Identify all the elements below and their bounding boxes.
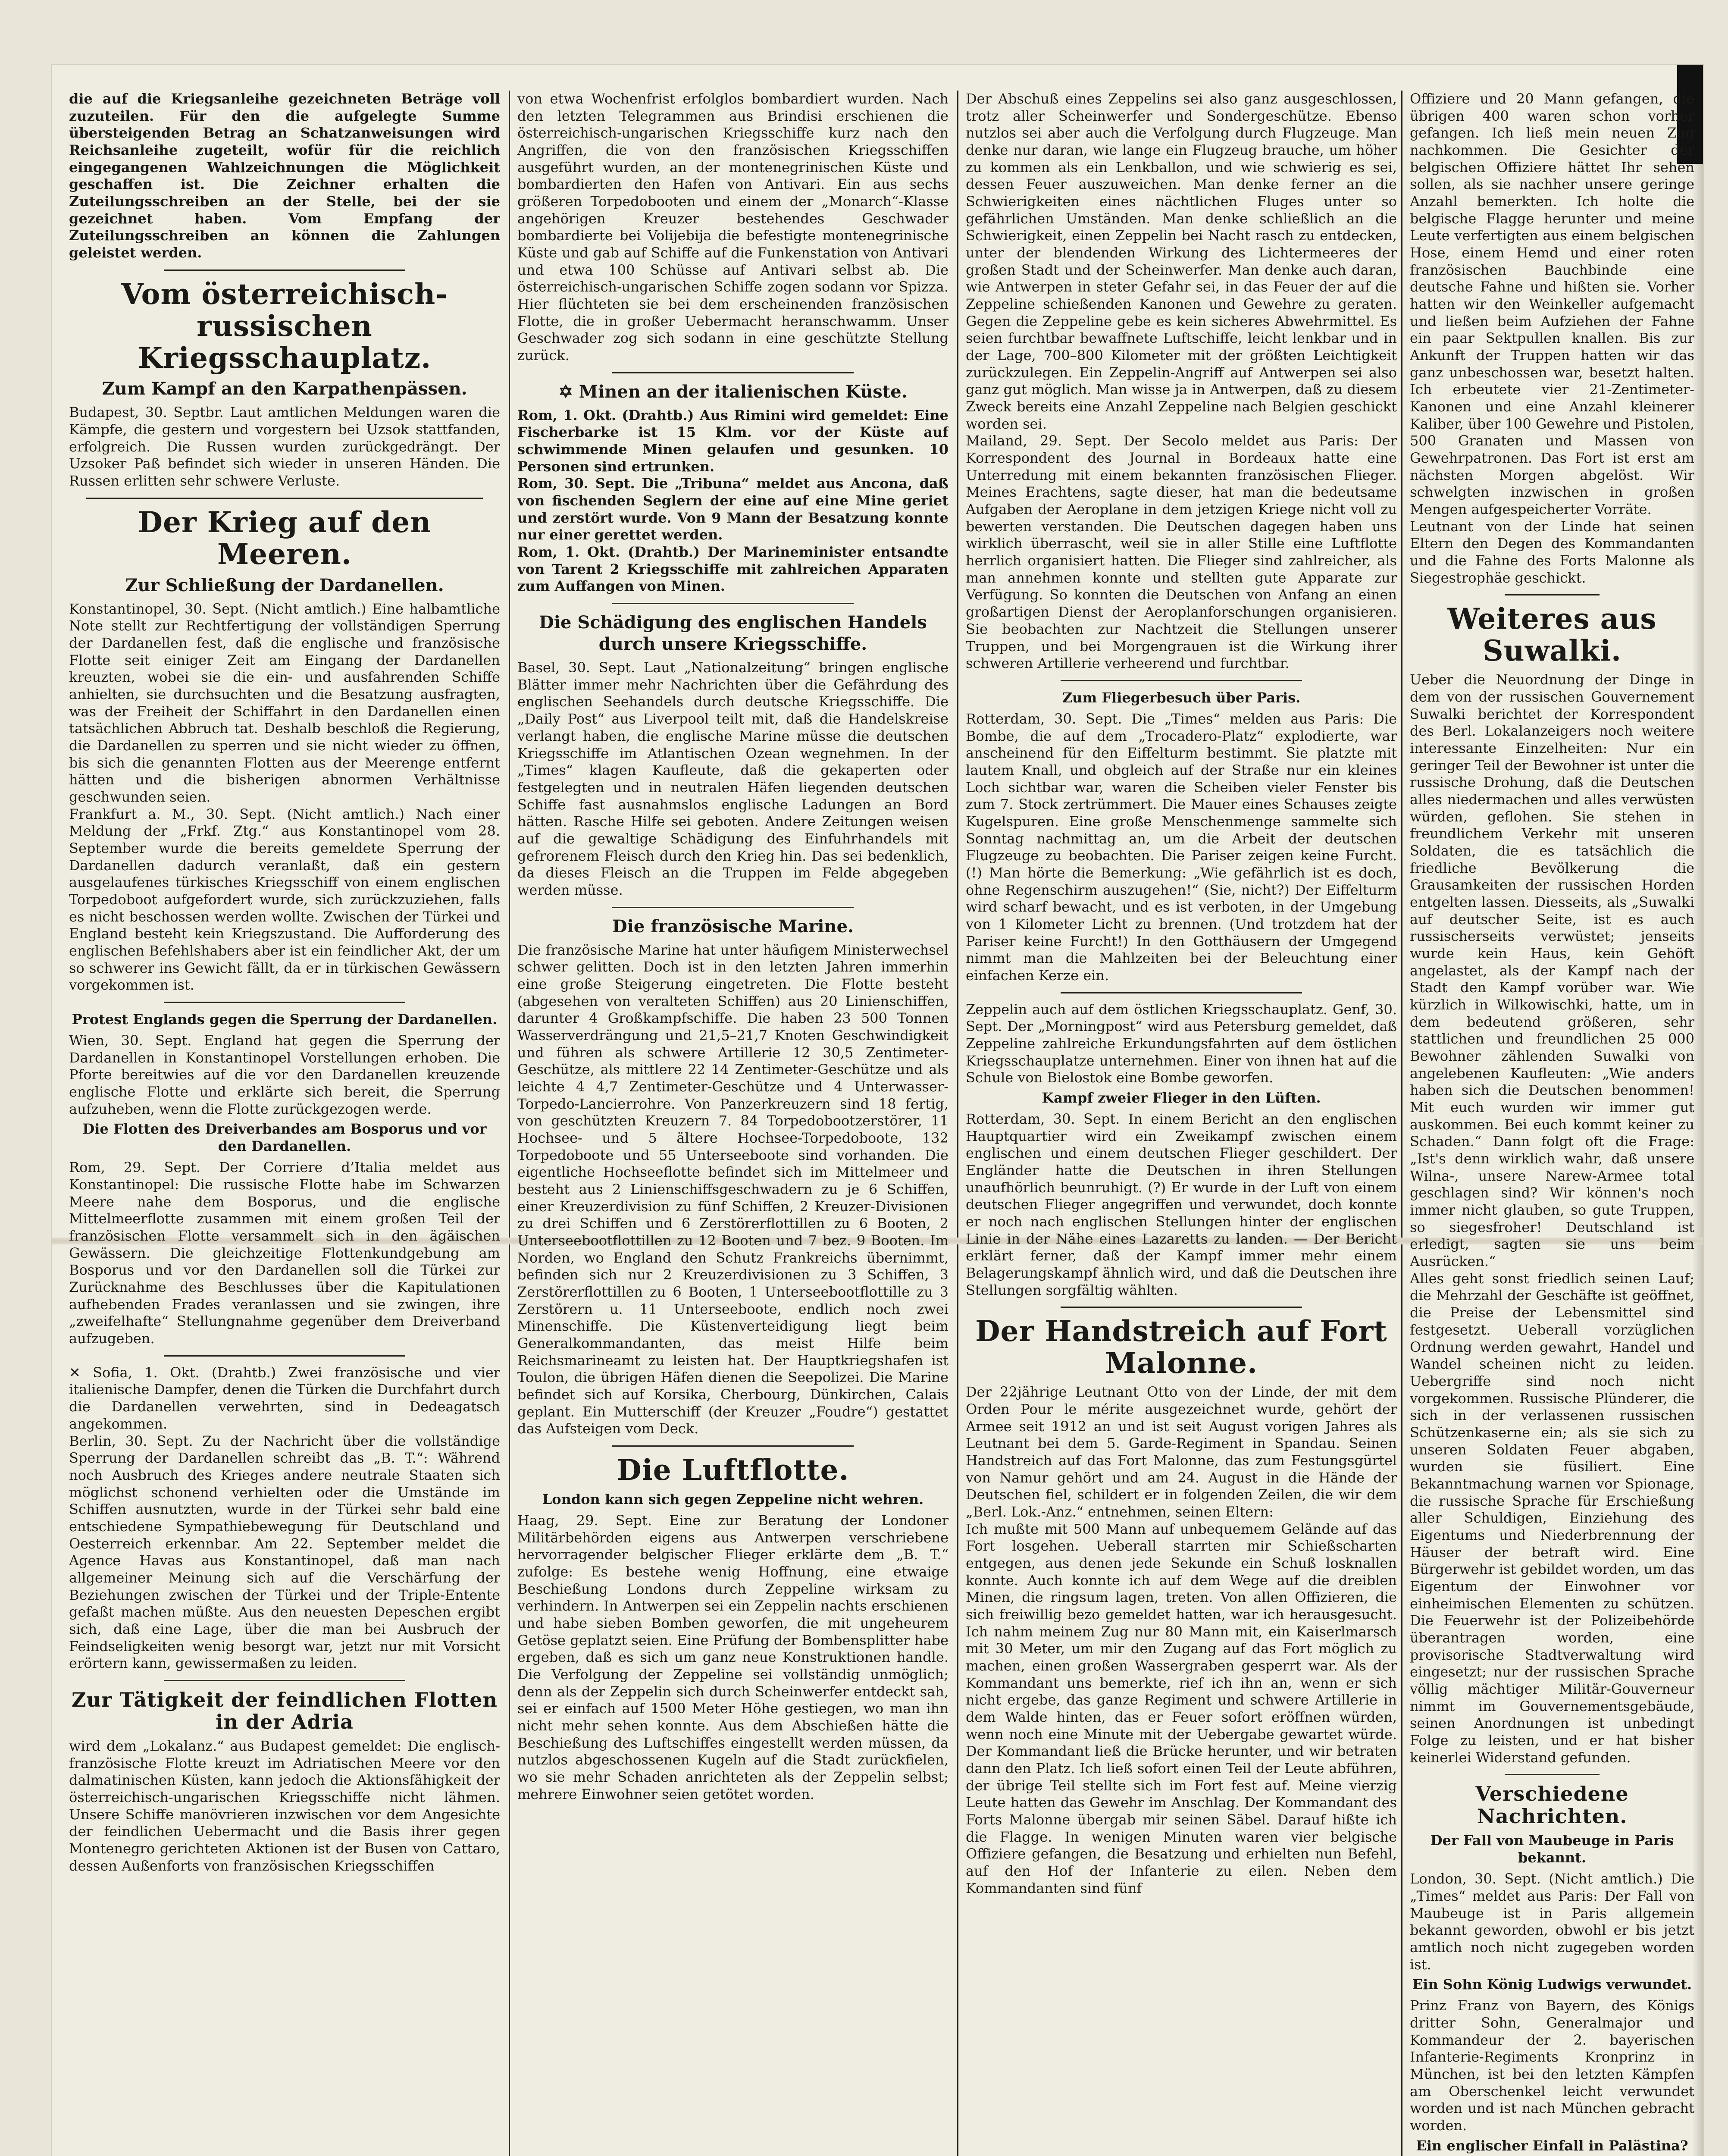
- article-paragraph: Der Abschuß eines Zeppelins sei also ganz ausgeschlossen, trotz aller Scheinwerfer und Sondergeschütze. Ebenso nutzlos sei aber auch die Verfolgung durch Flugzeuge. Man denke nur daran, wie lange ein Flugzeug brauche, um höher zu kommen als ein Lenkballon, und wie schwierig es sei, dessen Feuer auszuweichen. Man denke ferner an die Schwierigkeiten eines nächtlichen Fluges unter so gefährlichen Umständen. Man denke schließlich an die Schwierigkeit, einen Zeppelin bei Nacht rasch zu entdecken, unter der blendenden Wirkung des Lichtermeeres der großen Stadt und der Scheinwerfer. Man denke auch daran, wie Antwerpen in steter Gefahr sei, in das Feuer der auf die Zeppeline schießenden Kanonen und Gewehre zu geraten. Gegen die Zeppeline gebe es kein sicheres Abwehrmittel. Es seien furchtbar bewaffnete Luftschiffe, leicht lenkbar und in der Lage, 700–800 Kilometer mit der größten Leichtigkeit zurückzulegen. Ein Zeppelin-Angriff auf Antwerpen sei also ganz gut möglich. Man wisse ja in Antwerpen, daß zu diesem Zweck bereits eine Anzahl Zeppeline nach Belgien geschickt worden sei.: [966, 91, 1397, 432]
- article-paragraph: Die französische Marine hat unter häufigem Ministerwechsel schwer gelitten. Doch ist in den letzten Jahren immerhin eine große Steigerung eingetreten. Die Flotte besteht (abgesehen von veralteten Schiffen) aus 20 Linienschiffen, darunter 4 Großkampfschiffe. Die haben 23 500 Tonnen Wasserverdrängung und 21,5–21,7 Knoten Geschwindigkeit und führen als schwere Artillerie 12 30,5 Zentimeter-Geschütze, als mittlere 22 14 Zentimeter-Geschütze und als leichte 4 4,7 Zentimeter-Geschütze und 4 Unterwasser-Torpedo-Lancierrohre. Von Panzerkreuzern sind 18 fertig, von geschützten Kreuzern 7. 84 Torpedobootzerstörer, 11 Hochsee- und 5 ältere Hochsee-Torpedoboote, 132 Torpedoboote und 55 Unterseeboote sind vorhanden. Die eigentliche Hochseeflotte befindet sich im Mittelmeer und besteht aus 2 Linienschiffsgeschwadern zu je 6 Schiffen, einer Kreuzerdivision zu fünf Schiffen, 2 Kreuzer-Divisionen zu drei Schiffen und 6 Zerstörerflottillen zu 6 Booten, 2 Unterseebootflottillen zu 12 Booten und 7 bez. 9 Booten. Im Norden, wo England den Schutz Frankreichs übernimmt, befinden sich nur 2 Kreuzerdivisionen zu 3 Schiffen, 3 Zerstörerflottillen zu 6 Booten, 1 Unterseebootflottille zu 3 Zerstörern u. 11 Unterseeboote, endlich noch zwei Minenschiffe. Die Küstenverteidigung liegt beim Generalkommandanten, das meist Hilfe beim Reichsmarineamt zu leisten hat. Der Hauptkriegshafen ist Toulon, die übrigen Häfen dienen die Seepolizei. Die Marine befindet sich auf Korsika, Cherbourg, Dünkirchen, Calais geplant. Ein Mutterschiff (der Kreuzer „Foudre“) gestattet das Aufsteigen vom Deck.: [517, 941, 949, 1437]
- separator: [612, 372, 854, 373]
- subheadline: Ein englischer Einfall in Palästina?: [1416, 2137, 1688, 2154]
- column-rule: [509, 91, 510, 2156]
- article-paragraph: Ich mußte mit 500 Mann auf unbequemem Gelände auf das Fort losgehen. Ueberall starrten mir Schießscharten entgegen, aus denen jede Sekunde ein Schuß losknallen konnte. Auch konnte ich auf dem Wege auf die dreiblen Minen, die ringsum lagen, treten. Von allen Offizieren, die sich freiwillig bezo gemeldet hatten, war ich herausgesucht. Ich nahm meinem Zug nur 80 Mann mit, ein Kaiserlmarsch mit 30 Meter, um mir den Zugang auf das Fort möglich zu machen, einen großen Wassergraben gesperrt war. Als der Kommandant uns bemerkte, rief ich ihn an, wenn er sich nicht ergebe, das ganze Regiment und schwere Artillerie in dem Walde hinten, das er Feuer sofort eröffnen würden, wenn noch eine Minute mit der Uebergabe gewartet würde. Der Kommandant ließ die Brücke herunter, und wir betraten dann den Platz. Ich ließ sofort einen Teil der Leute abführen, der übrige Teil stellte sich im Fort fest auf. Meine vierzig Leute hatten das Gewehr im Anschlag. Der Kommandant des Forts Malonne übergab mir seinen Säbel. Darauf hißte ich die Flagge. In wenigen Minuten waren vier belgische Offiziere gefangen, die Besatzung und erhielten nun Befehl, auf den Hof der Infanterie zu eilen. Neben dem Kommandanten sind fünf: [966, 1520, 1397, 1896]
- article-paragraph: Alles geht sonst friedlich seinen Lauf; die Mehrzahl der Geschäfte ist geöffnet, die Preise der Lebensmittel sind festgesetzt. Ueberall vorzüglichen Ordnung werden gewahrt, Handel und Wandel scheinen nicht zu leiden. Uebergriffe sind noch nicht vorgekommen. Russische Plünderer, die sich in der verlassenen russischen Schützenkaserne ein; als sie sich zu unseren Soldaten Feuer abgaben, wurden sie füsiliert. Eine Bekanntmachung warnen vor Spionage, die russische Sprache für Erschießung aller Schuldigen, Einziehung des Eigentums und Niederbrennung der Häuser der betraft wird. Eine Bürgerwehr ist gebildet worden, um das Eigentum der Einwohner vor einheimischen Elementen zu schützen. Die Feuerwehr ist der Polizeibehörde überantragen worden, eine provisorische Stadtverwaltung wird eingesetzt; nur der russischen Sprache völlig mächtiger Militär-Gouverneur nimmt im Gouvernementsgebäude, seinen Anordnungen ist unbedingt Folge zu leisten, und er hat bisher keinerlei Widerstand gefunden.: [1410, 1270, 1694, 1766]
- article-paragraph: Mailand, 29. Sept. Der Secolo meldet aus Paris: Der Korrespondent des Journal in Bordeaux hatte eine Unterredung mit einem bekannten französischen Flieger. Meines Erachtens, sagte dieser, hat man die bedeutsame Aufgaben der Aeroplane in dem jetzigen Kriege nicht voll zu bewerten verstanden. Die Deutschen dagegen haben uns wirklich überrascht, weil sie in aller Stille eine Luftflotte herrlich organisiert hatten. Die Flieger sind zahlreicher, als man annehmen konnte und stellten gute Apparate zur Verfügung. So konnten die Deutschen von Anfang an einen großartigen Dienst der Aeroplanforschungen organisieren. Sie beobachten zur Nachtzeit die Stellungen unserer Truppen, und bei Morgengrauen ist die Wirkung ihrer schweren Artillerie verheerend und furchtbar.: [966, 432, 1397, 672]
- separator: [612, 1445, 854, 1447]
- article-paragraph: London, 30. Sept. (Nicht amtlich.) Die „Times“ meldet aus Paris: Der Fall von Maubeuge ist in Paris allgemein bekannt geworden, obwohl er bis jetzt amtlich noch nicht zugegeben worden ist.: [1410, 1871, 1694, 1973]
- article-paragraph: Budapest, 30. Septbr. Laut amtlichen Meldungen waren die Kämpfe, die gestern und vorgestern bei Uzsok stattfanden, erfolgreich. Die Russen wurden zurückgedrängt. Der Uzsoker Paß befindet sich wieder in unseren Händen. Die Russen erlitten sehr schwere Verluste.: [69, 404, 500, 489]
- article-paragraph: Wien, 30. Sept. England hat gegen die Sperrung der Dardanellen in Konstantinopel Vorstellungen erhoben. Die Pforte bereitwies auf die vor den Dardanellen kreuzende englische Flotte und erklärte sich bereit, die Sperrung aufzuheben, wenn die Flotte zurückgezogen werde.: [69, 1032, 500, 1117]
- subheadline: Zum Kampf an den Karpathenpässen.: [102, 379, 467, 399]
- article-paragraph: Haag, 29. Sept. Eine zur Beratung der Londoner Militärbehörden eigens aus Antwerpen verschriebene hervorragender belgischer Flieger erklärte dem „B. T.“ zufolge: Es bestehe wenig Hoffnung, eine etwaige Beschießung Londons durch Zeppeline wirksam zu verhindern. In Antwerpen sei ein Zeppelin nachts erschienen und habe sieben Bomben geworfen, die mit ungeheurem Getöse geplatzt seien. Eine Prüfung der Bombensplitter habe ergeben, daß es sich um ganz neue Konstruktionen handle. Die Verfolgung der Zeppeline sei vollständig unmöglich; denn als der Zeppelin sich durch Scheinwerfer entdeckt sah, sei er einfach auf 1500 Meter Höhe gestiegen, wo man ihn nicht mehr sehen konnte. Aus dem Abschießen hätte die Beschießung des Luftschiffes eingestellt werden müssen, da nutzlos abgeschossenen Kugeln auf die Stadt zurückfielen, wo sie mehr Schaden anrichteten als der Zeppelin selbst; mehrere Einwohner seien getötet worden.: [517, 1512, 949, 1802]
- headline: Kampf zweier Flieger in den Lüften.: [1042, 1089, 1321, 1106]
- subheadline: London kann sich gegen Zeppeline nicht wehren.: [542, 1491, 924, 1507]
- separator: [612, 603, 854, 604]
- article-paragraph: Basel, 30. Sept. Laut „Nationalzeitung“ bringen englische Blätter immer mehr Nachrichten über die Gefährdung des englischen Seehandels durch deutsche Kriegsschiffe. Die „Daily Post“ aus Liverpool teilt mit, daß die Handelskreise verlangt haben, die englische Marine müsse die deutschen Kriegsschiffe im Atlantischen Ozean wegnehmen. In der „Times“ klagen Kaufleute, daß die gekaperten oder festgelegten und in neutralen Häfen liegenden deutschen Schiffe fast ausnahmslos englische Ladungen an Bord hätten. Rasche Hilfe sei geboten. Andere Zeitungen weisen auf die gewaltige Schädigung des Einfuhrhandels mit gefrorenem Fleisch durch den Krieg hin. Das sei bedenklich, da dieses Fleisch an die Truppen im Felde abgegeben werden müsse.: [517, 659, 949, 898]
- article-paragraph: Rotterdam, 30. Sept. In einem Bericht an den englischen Hauptquartier wird ein Zweikampf zwischen einem englischen und einem deutschen Flieger geschildert. Der Engländer hatte die Deutschen in ihren Stellungen unaufhörlich beunruhigt. (?) Er wurde in der Luft von einem deutschen Flieger angegriffen und verwundet, doch konnte er noch nach englischen Stellungen hinter der englischen Linie in der Nähe eines Lazaretts zu landen. — Der Bericht erklärt ferner, daß der Kampf immer mehr einem Belagerungskampf ähnlich wird, und daß die Deutschen ihre Stellungen sorgfältig wählten.: [966, 1110, 1397, 1298]
- article-paragraph: von etwa Wochenfrist erfolglos bombardiert wurden. Nach den letzten Telegrammen aus Brindisi erschienen die österreichisch-ungarischen Kriegsschiffe kurz nach den Angriffen, die von den französischen Kriegsschiffen ausgeführt wurden, an der montenegrinischen Küste und bombardierten den Hafen von Antivari. Ein aus sechs größeren Torpedobooten und einem der „Monarch“-Klasse angehörigen Kreuzer bestehendes Geschwader bombardierte bei Volijebija die befestigte montenegrinische Küste und gab auf Schiffe auf die Funkenstation von Antivari und etwa 100 Schüsse auf Antivari selbst ab. Die österreichisch-ungarischen Schiffe zogen sodann vor Spizza. Hier flüchteten sie bei dem erscheinenden französischen Flotte, die in großer Uebermacht heranschwamm. Unser Geschwader zog sich sodann in eine geschützte Stellung zurück.: [517, 91, 949, 364]
- article-paragraph: ✕ Sofia, 1. Okt. (Drahtb.) Zwei französische und vier italienische Dampfer, denen die Türken die Durchfahrt durch die Dardanellen verwehrten, sind in Dedeagatsch angekommen.: [69, 1364, 500, 1432]
- article-paragraph: Rotterdam, 30. Sept. Die „Times“ melden aus Paris: Die Bombe, die auf dem „Trocadero-Platz“ explodierte, war anscheinend für den Eiffelturm bestimmt. Sie platzte mit lautem Knall, und obgleich auf der Straße nur ein kleines Loch sichtbar war, waren die Scheiben vieler Fenster bis zum 7. Stock zertrümmert. Die Mauer eines Schauses zeigte Kugelspuren. Eine große Menschenmenge sammelte sich Sonntag nachmittag an, um die Arbeit der deutschen Flugzeuge zu beobachten. Die Pariser zeigen keine Furcht. (!) Man hörte die Bemerkung: „Wie gefährlich ist es doch, ohne Regenschirm auszugehen!“ (Sie, nicht?) Der Eiffelturm wird scharf bewacht, und es ist verboten, in der Umgebung von 1 Kilometer Licht zu brennen. (Und trotzdem hat der Pariser keine Furcht!) In den Gotthäusern der Umgegend nimmt man die Mahlzeiten bei der Beleuchtung einer einfachen Kerze ein.: [966, 710, 1397, 984]
- separator: [1505, 1774, 1600, 1775]
- separator: [164, 270, 405, 271]
- column-3: [966, 91, 1397, 2156]
- separator: [1061, 1307, 1302, 1308]
- headline: Zum Fliegerbesuch über Paris.: [1062, 689, 1301, 706]
- article-paragraph: Frankfurt a. M., 30. Sept. (Nicht amtlich.) Nach einer Meldung der „Frkf. Ztg.“ aus Konstantinopel vom 28. September wurde die bereits gemeldete Sperrung der Dardanellen dadurch veranlaßt, daß ein gestern ausgelaufenes türkisches Kriegsschiff von einem englischen Torpedoboot aufgefordert wurde, sich zurückzuziehen, falls es nicht beschossen werden wollte. Zwischen der Türkei und England besteht kein Kriegszustand. Die Aufforderung des englischen Befehlshabers aber ist ein feindlicher Akt, der um so schwerer ins Gewicht fällt, da er in türkischen Gewässern vorgekommen ist.: [69, 805, 500, 993]
- subheadline: Die Flotten des Dreiverbandes am Bosporus und vor den Dardanellen.: [82, 1121, 487, 1155]
- headline: Verschiedene Nachrichten.: [1475, 1782, 1629, 1828]
- headline: Zur Tätigkeit der feindlichen Flotten in der Adria: [72, 1688, 498, 1734]
- headline: Die Luftflotte.: [617, 1453, 849, 1487]
- column-rule: [1401, 91, 1402, 2156]
- article-paragraph: die auf die Kriegsanleihe gezeichneten Beträge voll zuzuteilen. Für den die aufgelegte Summe übersteigenden Betrag an Schatzanweisungen wird Reichsanleihe zugeteilt, wofür für die reichlich eingegangenen Wahlzeichnungen die Möglichkeit geschaffen ist. Die Zeichner erhalten die Zuteilungsschreiben an der Stelle, bei der sie gezeichnet haben. Vom Empfang der Zuteilungsschreiben an können die Zahlungen geleistet werden.: [69, 91, 500, 261]
- article-paragraph: Der 22jährige Leutnant Otto von der Linde, der mit dem Orden Pour le mérite ausgezeichnet wurde, gehört der Armee seit 1912 an und ist seit August vorigen Jahres als Leutnant bei dem 5. Garde-Regiment in Spandau. Seinen Handstreich auf das Fort Malonne, das zum Festungsgürtel von Namur gehört und am 24. August in die Hände der Deutschen fiel, schildert er in folgenden Zeilen, die wir dem „Berl. Lok.-Anz.“ entnehmen, seinen Eltern:: [966, 1384, 1397, 1520]
- separator: [164, 1002, 405, 1003]
- headline: Vom österreichisch-russischen Kriegsschauplatz.: [121, 277, 448, 375]
- article-paragraph: wird dem „Lokalanz.“ aus Budapest gemeldet: Die englisch-französische Flotte kreuzt im Adriatischen Meere vor den dalmatinischen Küsten, kann jedoch die Aktionsfähigkeit der österreichisch-ungarischen Kriegsschiffe nicht lähmen. Unsere Schiffe manövrieren inzwischen vor dem Angesichte der feindlichen Uebermacht und die Basis ihrer gegen Montenegro gerichteten Aktionen ist der Busen von Cattaro, dessen Außenforts von französischen Kriegsschiffen: [69, 1737, 500, 1874]
- article-paragraph: Offiziere und 20 Mann gefangen, die übrigen 400 waren schon vorher gefangen. Ich ließ mein neuen Zug nachkommen. Die Gesichter der belgischen Offiziere hättet Ihr sehen sollen, als sie nachher unsere geringe Anzahl bemerkten. Ich holte die belgische Flagge herunter und meine Leute verfertigten aus einem belgischen Hose, einem Hemd und einer roten französischen Bauchbinde eine deutsche Fahne und hißten sie. Vorher hatten wir den Weinkeller aufgemacht und ließen beim Aufziehen der Fahne ein paar Sektpullen knallen. Bis zur Ankunft der Truppen hatten wir das ganz unbeschossen war, besetzt halten. Ich erbeutete vier 21-Zentimeter-Kanonen und eine Anzahl kleinerer Kaliber, über 100 Gewehre und Pistolen, 500 Granaten und Massen von Gewehrpatronen. Das Fort ist erst am nächsten Morgen abgelöst. Wir schwelgten inzwischen in großen Mengen aufgespeicherter Vorräte.: [1410, 91, 1694, 518]
- headline: Der Krieg auf den Meeren.: [138, 505, 432, 571]
- separator: [612, 907, 854, 908]
- article-paragraph: Leutnant von der Linde hat seinen Eltern den Degen des Kommandanten und die Fahne des Forts Malonne als Siegestrophäe geschickt.: [1410, 518, 1694, 586]
- article-paragraph: Ueber die Neuordnung der Dinge in dem von der russischen Gouvernement Suwalki berichtet der Korrespondent des Berl. Lokalanzeigers noch weitere interessante Einzelheiten: Nur ein geringer Teil der Bewohner ist unter die russische Drohung, daß die Deutschen alles niedermachen und alles verwüsten würden, geflohen. Sie stehen in freundlichem Verkehr mit unseren Soldaten, die es tatsächlich die friedliche Bevölkerung die Grausamkeiten der russischen Horden entgelten lassen. Diesseits, als „Suwalki auf deutscher Seite, ist es auch russischerseits verwüstet; jenseits wurde kein Haus, kein Gehöft angelastet, als der Kampf nach der Stadt den Kampf vorüber war. Wie kürzlich in Wilkowischki, hatte, um in dem bedeutend größeren, sehr stattlichen und freundlichen 25 000 Bewohner zählenden Suwalki von angelebenen Kaufleuten: „Wie anders haben sich die Deutschen benommen! Mit euch wurden wir immer gut auskommen. Bei euch kommt keiner zu Schaden.“ Dann folgt oft die Frage: „Ist's denn wirklich wahr, daß unsere Wilna-, unsere Narew-Armee total geschlagen sind? Wir können's noch immer nicht glauben, so gute Truppen, so siegesfroher! Deutschland ist erledigt, sagten sie uns beim Ausrücken.“: [1410, 671, 1694, 1270]
- subheadline: Ein Sohn König Ludwigs verwundet.: [1412, 1976, 1692, 1993]
- separator: [1061, 992, 1302, 993]
- column-4: [1410, 91, 1694, 2156]
- article-paragraph: Zeppelin auch auf dem östlichen Kriegsschauplatz. Genf, 30. Sept. Der „Morningpost“ wird aus Petersburg gemeldet, daß Zeppeline zahlreiche Erkundungsfahrten auf dem östlichen Kriegsschauplatze unternehmen. Einer von ihnen hat auf die Schule von Bielostok eine Bombe geworfen.: [966, 1001, 1397, 1086]
- column-rule: [957, 91, 958, 2156]
- article-paragraph: Prinz Franz von Bayern, des Königs dritter Sohn, Generalmajor und Kommandeur der 2. bayerischen Infanterie-Regiments Kronprinz in München, ist bei den letzten Kämpfen am Oberschenkel leicht verwundet worden und ist nach München gebracht worden.: [1410, 1997, 1694, 2134]
- separator: [1505, 594, 1600, 595]
- article-paragraph: Rom, 1. Okt. (Drahtb.) Aus Rimini wird gemeldet: Eine Fischerbarke ist 15 Klm. vor der Küste auf schwimmende Minen gelaufen und gesunken. 10 Personen sind ertrunken.: [517, 407, 949, 475]
- headline: ✡ Minen an der italienischen Küste.: [558, 381, 908, 402]
- separator: [1061, 680, 1302, 681]
- subheadline: Protest Englands gegen die Sperrung der Dardanellen.: [72, 1011, 498, 1028]
- article-paragraph: Berlin, 30. Sept. Zu der Nachricht über die vollständige Sperrung der Dardanellen schreibt das „B. T.“: Während noch Ausbruch des Krieges andere neutrale Staaten sich möglichst schonend verhielten oder die Umstände im Schiffen ausnutzten, wurde in der Türkei sehr bald eine entschiedene Sympathiebewegung für Deutschland und Oesterreich erkennbar. Am 22. September meldet die Agence Havas aus Konstantinopel, daß man nach allgemeiner Meinung sich auf die Verschärfung der Beziehungen zwischen der Türkei und der Triple-Entente gefaßt machen müßte. Aus den neuesten Depeschen ergibt sich, daß eine Lage, über die man bei Ausbruch der Feindseligkeiten wenig besorgt war, jetzt nur mit Vorsicht erörtern kann, gewissermaßen zu leiden.: [69, 1432, 500, 1672]
- headline: Weiteres aus Suwalki.: [1447, 602, 1657, 668]
- newspaper-page: [52, 65, 1703, 2156]
- subheadline: Zur Schließung der Dardanellen.: [125, 575, 444, 595]
- headline: Der Handstreich auf Fort Malonne.: [975, 1314, 1387, 1380]
- subheadline: Der Fall von Maubeuge in Paris bekannt.: [1430, 1832, 1674, 1866]
- separator: [164, 1355, 405, 1357]
- article-paragraph: Rom, 29. Sept. Der Corriere d’Italia meldet aus Konstantinopel: Die russische Flotte habe im Schwarzen Meere nahe dem Bosporus, und die englische Mittelmeerflotte zusammen mit einem großen Teil der französischen Flotte versammelt sich in den ägäischen Gewässern. Die gleichzeitige Flottenkundgebung am Bosporus und vor den Dardanellen soll die Türkei zur Zurücknahme des Beschlusses über die Kapitulationen aufhebenden Frades veranlassen und sie zwingen, ihre „zweifelhafte“ Stellungnahme gegenüber dem Dreiverband aufzugeben.: [69, 1159, 500, 1347]
- separator: [164, 1680, 405, 1681]
- article-paragraph: Rom, 30. Sept. Die „Tribuna“ meldet aus Ancona, daß von fischenden Seglern der eine auf eine Mine geriet und zerstört wurde. Von 9 Mann der Besatzung konnte nur einer gerettet werden.: [517, 475, 949, 543]
- headline: Die Schädigung des englischen Handels durch unsere Kriegsschiffe.: [539, 612, 927, 655]
- column-1: [69, 91, 500, 2156]
- separator: [86, 498, 483, 499]
- article-paragraph: Rom, 1. Okt. (Drahtb.) Der Marineminister entsandte von Tarent 2 Kriegsschiffe mit zahlreichen Apparaten zum Auffangen von Minen.: [517, 544, 949, 595]
- article-paragraph: Konstantinopel, 30. Sept. (Nicht amtlich.) Eine halbamtliche Note stellt zur Rechtfertigung der vollständigen Sperrung der Dardanellen fest, daß die englische und französische Flotte seit einiger Zeit am Eingang der Dardanellen kreuzten, wobei sie die ein- und ausfahrenden Schiffe anhielten, sie durchsuchten und die Besatzung ausfragten, was der Freiheit der Schiffahrt in den Dardanellen einen tatsächlichen Abbruch tat. Deshalb beschloß die Regierung, die Dardanellen zu sperren und sie nicht wieder zu öffnen, bis sich die genannten Flotten aus der Meerenge entfernt hätten und die bisherigen abnormen Verhältnisse geschwunden seien.: [69, 600, 500, 805]
- column-2: [517, 91, 949, 2156]
- headline: Die französische Marine.: [612, 916, 854, 937]
